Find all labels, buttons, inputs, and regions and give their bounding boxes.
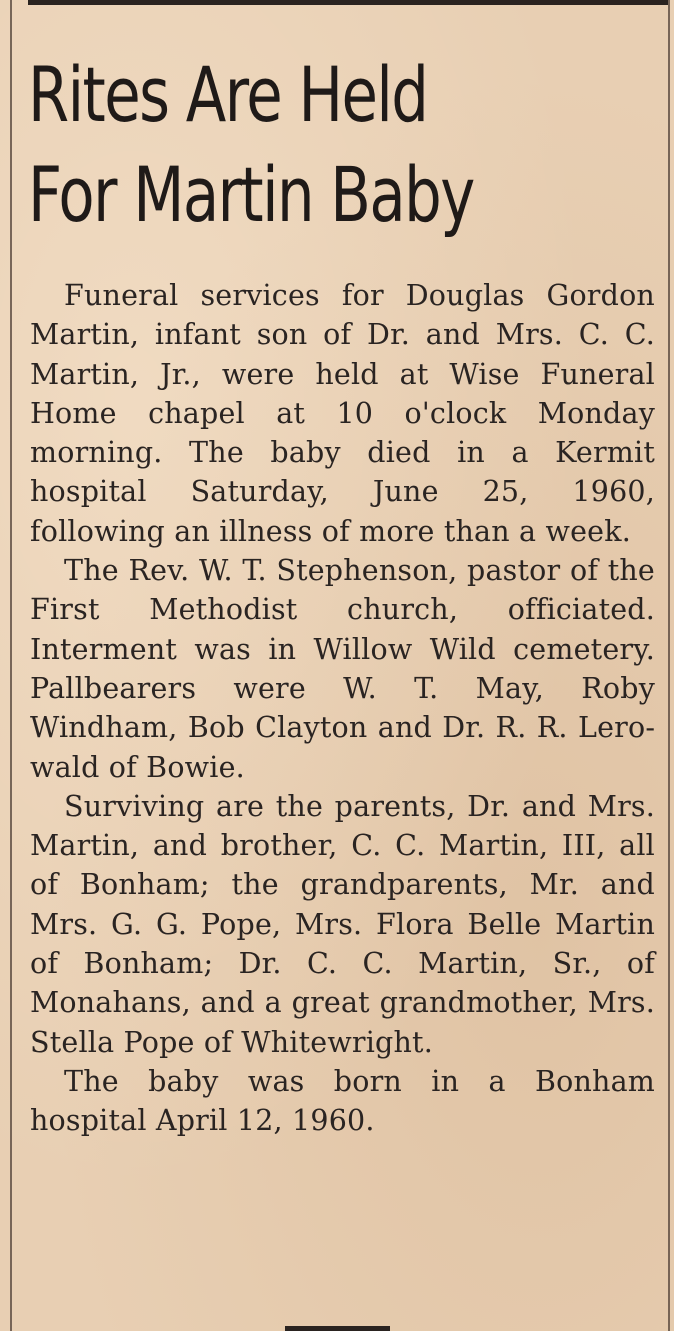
paragraph-officiant-pallbearers: The Rev. W. T. Stephenson, pastor of the First Methodist church, officiated. Interment was in Willow Wild cemetery. Pallbearers were W. T. May, Roby Windham, Bob Clayton and Dr. R. R. Lerowald of Bowie. (30, 554, 655, 784)
headline-line-2: For Martin Baby (28, 150, 474, 239)
headline (28, 45, 519, 245)
bottom-border-mark (285, 1326, 390, 1331)
article-body (30, 276, 655, 1141)
left-column-rule (10, 0, 12, 1331)
paragraph-birth: The baby was born in a Bonham hospital April 12, 1960. (30, 1064, 655, 1138)
paragraph-funeral-services: Funeral services for Douglas Gordon Martin, infant son of Dr. and Mrs. C. C. Martin, Jr., were held at Wise Funeral Home chapel at 10 o'clock Monday morning. The baby died in a Kermit hospital Saturday, June 25, 1960, following an illness of more than a week. (30, 279, 655, 548)
top-border-rule (28, 0, 668, 5)
right-column-rule (668, 0, 670, 1331)
paragraph-survivors: Surviving are the parents, Dr. and Mrs. Martin, and brother, C. C. Martin, III, all of Bonham; the grandparents, Mr. and Mrs. G. G. Pope, Mrs. Flora Belle Martin of Bonham; Dr. C. C. Martin, Sr., of Monahans, and a great grandmother, Mrs. Stella Pope of Whitewright. (30, 789, 655, 1059)
headline-line-1: Rites Are Held (28, 50, 428, 139)
